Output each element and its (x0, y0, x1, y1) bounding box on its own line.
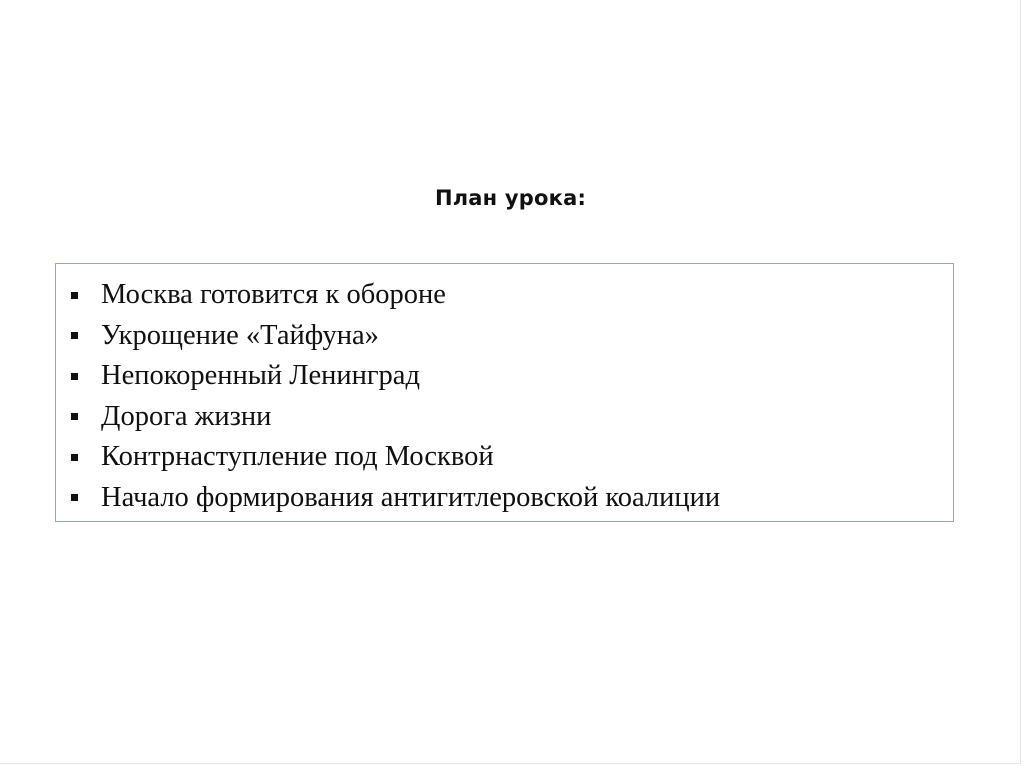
lesson-plan-list (68, 275, 720, 518)
square-bullet-icon (71, 413, 78, 420)
slide-title: План урока: (434, 186, 587, 210)
list-item (68, 437, 720, 478)
list-item-text: Москва готовится к обороне (101, 279, 446, 311)
lesson-plan-box (55, 263, 954, 522)
square-bullet-icon (71, 373, 78, 380)
list-item (68, 397, 720, 438)
square-bullet-icon (71, 454, 78, 461)
list-item-text: Начало формирования антигитлеровской коалиции (101, 481, 721, 513)
square-bullet-icon (71, 332, 78, 339)
list-item (68, 478, 720, 519)
list-item (68, 275, 720, 316)
list-item (68, 316, 720, 357)
square-bullet-icon (71, 494, 78, 501)
list-item (68, 356, 720, 397)
square-bullet-icon (71, 292, 78, 299)
list-item-text: Укрощение «Тайфуна» (101, 319, 379, 351)
list-item-text: Дорога жизни (101, 400, 272, 432)
list-item-text: Контрнаступление под Москвой (101, 441, 494, 473)
list-item-text: Непокоренный Ленинград (101, 360, 420, 392)
